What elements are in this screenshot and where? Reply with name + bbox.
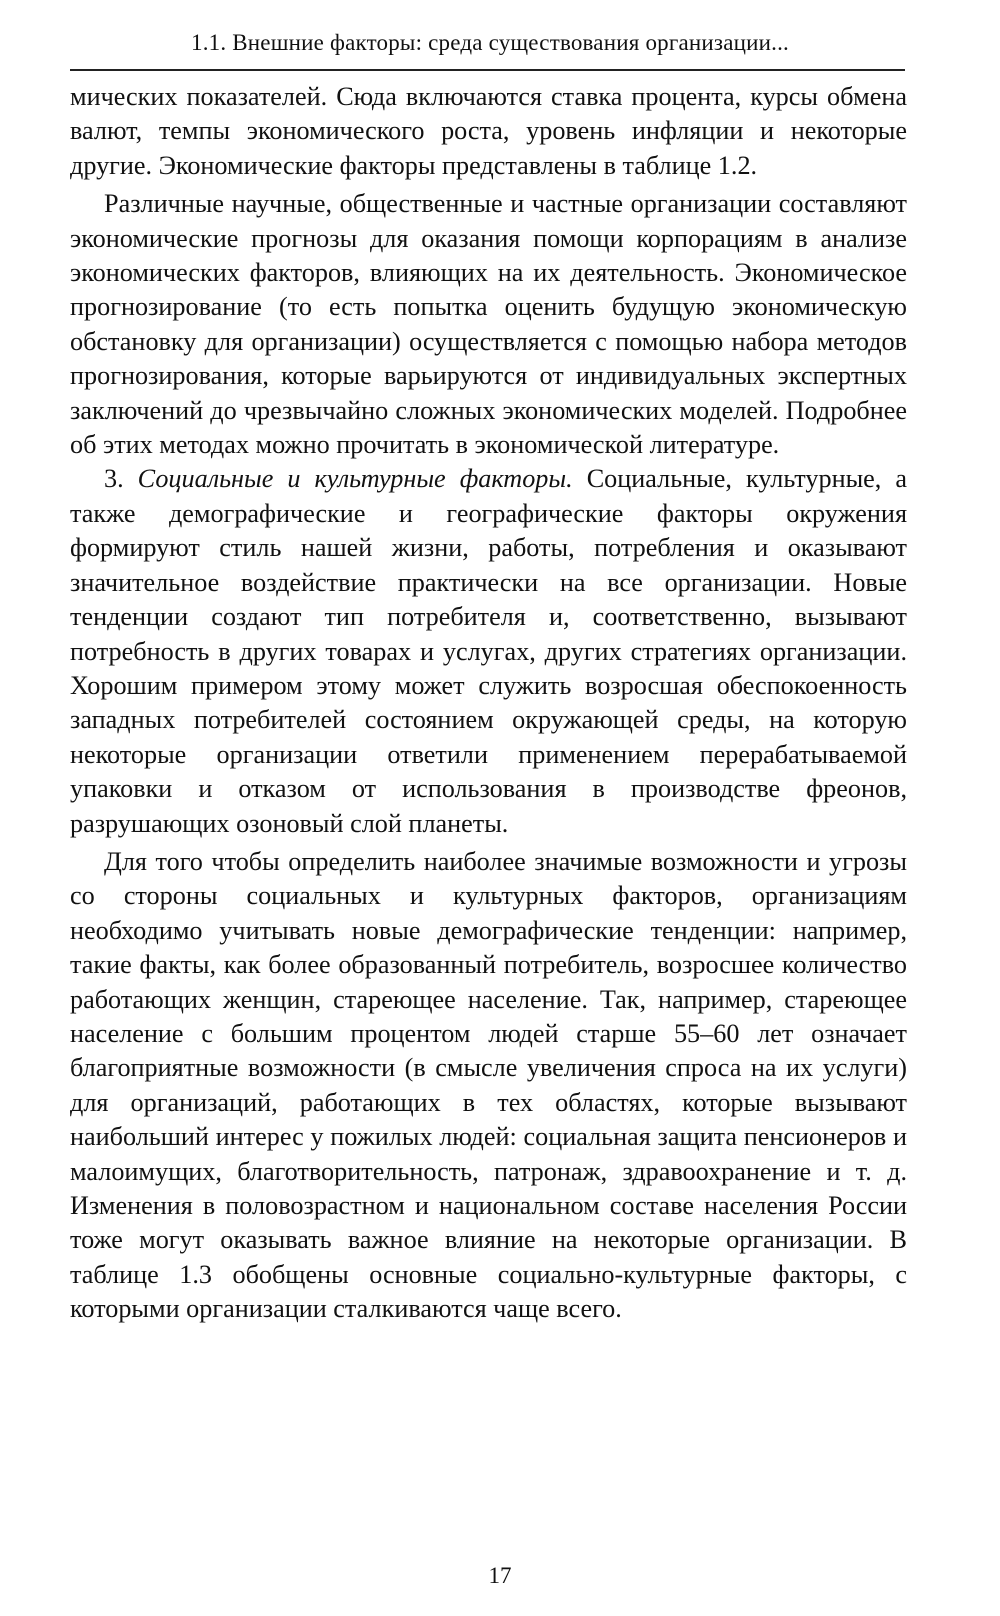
paragraph-2: Различные научные, общественные и частные организации составляют экономические прогнозы для оказания помощи корпорациям в анализе экономических факторов, влияющих на их деятельность. Экономическое прогнозирование (то есть попытка оценить будущую экономическую обстановку для организации) осуществляется с помощью набора методов прогнозирования, которые варьируются от индивидуальных экспертных заключений до чрезвычайно сложных экономических моделей. Подробнее об этих методах можно прочитать в экономической литературе.: [70, 189, 907, 460]
body-text: [70, 80, 907, 1327]
paragraph-3-text: Социальные, культурные, а также демографические и географические факторы окружения формируют стиль нашей жизни, работы, потребления и оказывают значительное воздействие практически на все организации. Новые тенденции создают тип потребителя и, соответственно, вызывают потребность в других товарах и услугах, других стратегиях организации. Хорошим примером этому может служить возросшая обеспокоенность западных потребителей состоянием окружающей среды, на которую некоторые организации ответили применением перерабатываемой упаковки и отказом от использования в производстве фреонов, разрушающих озоновый слой планеты.: [70, 464, 908, 838]
running-head: 1.1. Внешние факторы: среда существования организации...: [191, 30, 789, 55]
section-heading-italic: Социальные и культурные факторы.: [137, 464, 573, 494]
paragraph-1: мических показателей. Сюда включаются ставка процента, курсы обмена валют, темпы экономического роста, уровень инфляции и некоторые другие. Экономические факторы представлены в таблице 1.2.: [70, 82, 907, 180]
list-number: 3.: [104, 464, 124, 494]
paragraph-3: [70, 462, 907, 840]
header-rule: [70, 69, 905, 71]
paragraph-4: Для того чтобы определить наиболее значимые возможности и угрозы со стороны социальных и культурных факторов, организациям необходимо учитывать новые демографические тенденции: например, такие факты, как более образованный потребитель, возросшее количество работающих женщин, стареющее население. Так, например, стареющее население с большим процентом людей старше 55–60 лет означает благоприятные возможности (в смысле увеличения спроса на их услуги) для организаций, работающих в тех областях, которые вызывают наибольший интерес у пожилых людей: социальная защита пенсионеров и малоимущих, благотворительность, патронаж, здравоохранение и т. д. Изменения в половозрастном и национальном составе населения России тоже могут оказывать важное влияние на некоторые организации. В таблице 1.3 обобщены основные социально-культурные факторы, с которыми организации сталкиваются чаще всего.: [70, 846, 907, 1324]
page-number: 17: [488, 1563, 512, 1588]
